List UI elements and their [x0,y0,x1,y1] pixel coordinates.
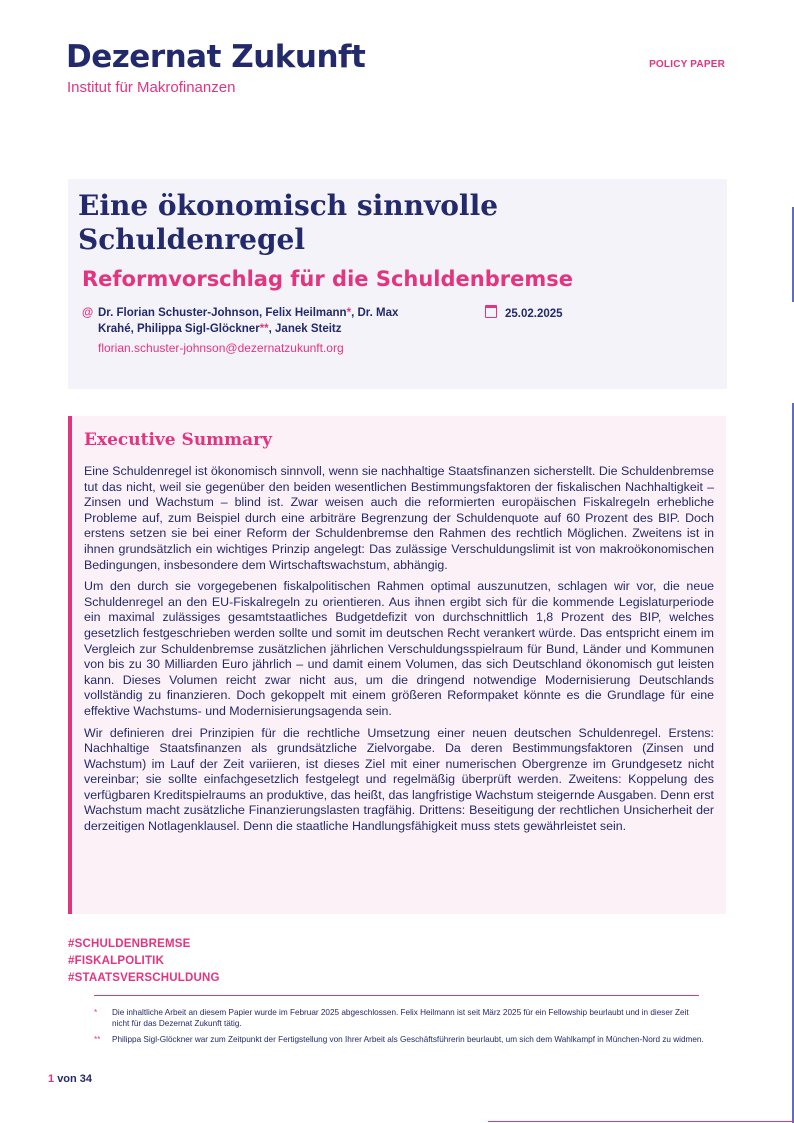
current-page: 1 [48,1073,55,1085]
footnote-text: Philippa Sigl-Glöckner war zum Zeitpunkt der Fertigstellung von Ihrer Arbeit als Geschäftsführerin beurlaubt, um sich dem Wahlkampf in München-Nord zu widmen. [112,1035,704,1044]
document-title [78,189,678,257]
footnote-marker: * [346,307,352,319]
footnote-text: Die inhaltliche Arbeit an diesem Papier wurde im Februar 2025 abgeschlossen. Felix Heilmann ist seit März 2025 für ein Fellowship beurlaubt und in dieser Zeit nicht für das Dezernat Zukunft tätig. [112,1008,689,1028]
summary-paragraph: Eine Schuldenregel ist ökonomisch sinnvoll, wenn sie nachhaltige Staatsfinanzen sicherstellt. Die Schuldenbremse tut das nicht, weil sie gegenüber den beiden wesentlichen Bestimmungsfaktoren der fiskalischen Nachhaltigkeit – Zinsen und Wachstum – blind ist. Zwar weisen auch die reformierten europäischen Fiskalregeln erhebliche Probleme auf, zum Beispiel durch eine arbiträre Begrenzung der Schuldenquote auf 60 Prozent des BIP. Doch erstens setzen sie bei einer Reform der Schuldenbremse den Rahmen des rechtlich Möglichen. Zweitens ist in ihnen grundsätzlich ein wichtiges Prinzip angelegt: Das zulässige Verschuldungslimit ist von makroökonomischen Bedingungen, insbesondere dem Wirtschaftswachstum, abhängig. [84,464,714,572]
summary-paragraph: Um den durch sie vorgegebenen fiskalpolitischen Rahmen optimal auszunutzen, schlagen wir vor, die neue Schuldenregel an den EU-Fiskalregeln zu orientieren. Aus ihnen ergibt sich für die kommende Legislaturperiode ein maximal zulässiges gesamtstaatliches Budgetdefizit von durchschnittlich 1,8 Prozent des BIP, welches gesetzlich festgeschrieben werden sollte und somit im deutschen Recht verankert würde. Das entspricht einem im Vergleich zur Schuldenbremse zusätzlichen jährlichen Verschuldungsspielraum für Bund, Länder und Kommunen von bis zu 30 Milliarden Euro jährlich – und damit einem Volumen, das sich Deutschland ökonomisch gut leisten kann. Dieses Volumen reicht zwar nicht aus, um die dringend notwendige Modernisierung Deutschlands vollständig zu finanzieren. Doch gekoppelt mit einem größeren Reformpaket könnte es die Grundlage für eine effektive Wachstums- und Modernisierungsagenda sein. [84,579,714,718]
footnote-marker: ** [94,1035,101,1044]
footnote [94,1035,706,1046]
hashtag: #SCHULDENBREMSE [68,938,191,950]
summary-heading: Executive Summary [84,430,273,450]
title-line-1: Eine ökonomisch sinnvolle [78,189,499,222]
author-text: Dr. Florian Schuster-Johnson, Felix Heilmann [98,307,347,319]
page-number [48,1073,92,1085]
author-text: Krahé, Philippa Sigl-Glöckner [98,323,260,335]
footnote-marker: * [94,1008,98,1017]
publication-date [485,305,563,322]
contact-email-link[interactable]: florian.schuster-johnson@dezernatzukunft.org [98,341,344,355]
footnote-divider [94,995,699,996]
document-type-label: POLICY PAPER [649,59,725,70]
footnote-marker: ** [259,323,269,335]
hashtag-list [68,936,220,987]
hashtag: #FISKALPOLITIK [68,955,165,967]
bottom-divider [488,1121,794,1122]
title-line-2: Schuldenregel [78,223,305,256]
executive-summary [68,416,726,914]
logo-wordmark: Dezernat Zukunft [66,39,366,75]
title-block [68,179,727,389]
summary-body [84,464,714,841]
hashtag: #STAATSVERSCHULDUNG [68,972,220,984]
author-text: , Janek Steitz [268,323,342,335]
author-list [82,305,432,337]
footnote [94,1008,706,1029]
date-text: 25.02.2025 [505,308,563,320]
page-total: von 34 [57,1073,93,1085]
calendar-icon [485,305,497,318]
author-text: , Dr. Max [351,307,399,319]
logo-subtitle: Institut für Makrofinanzen [67,79,236,96]
at-icon: @ [82,307,94,319]
footnotes [94,1008,706,1052]
document-subtitle: Reformvorschlag für die Schuldenbremse [82,267,573,291]
summary-paragraph: Wir definieren drei Prinzipien für die rechtliche Umsetzung einer neuen deutschen Schuldenregel. Erstens: Nachhaltige Staatsfinanzen als grundsätzliche Zielvorgabe. Da deren Bestimmungsfaktoren (Zinsen und Wachstum) im Lauf der Zeit variieren, ist dieses Ziel mit einer numerischen Obergrenze im Grundgesetz nicht vereinbar; sie sollte einfachgesetzlich festgelegt und regelmäßig überprüft werden. Zweitens: Koppelung des verfügbaren Kreditspielraums an produktive, das heißt, das langfristige Wachstum steigernde Ausgaben. Denn erst Wachstum macht zusätzliche Finanzierungslasten tragfähig. Drittens: Beseitigung der rechtlichen Unsicherheit der derzeitigen Notlagenklausel. Denn die staatliche Handlungsfähigkeit muss stets gewährleistet sein. [84,725,714,834]
